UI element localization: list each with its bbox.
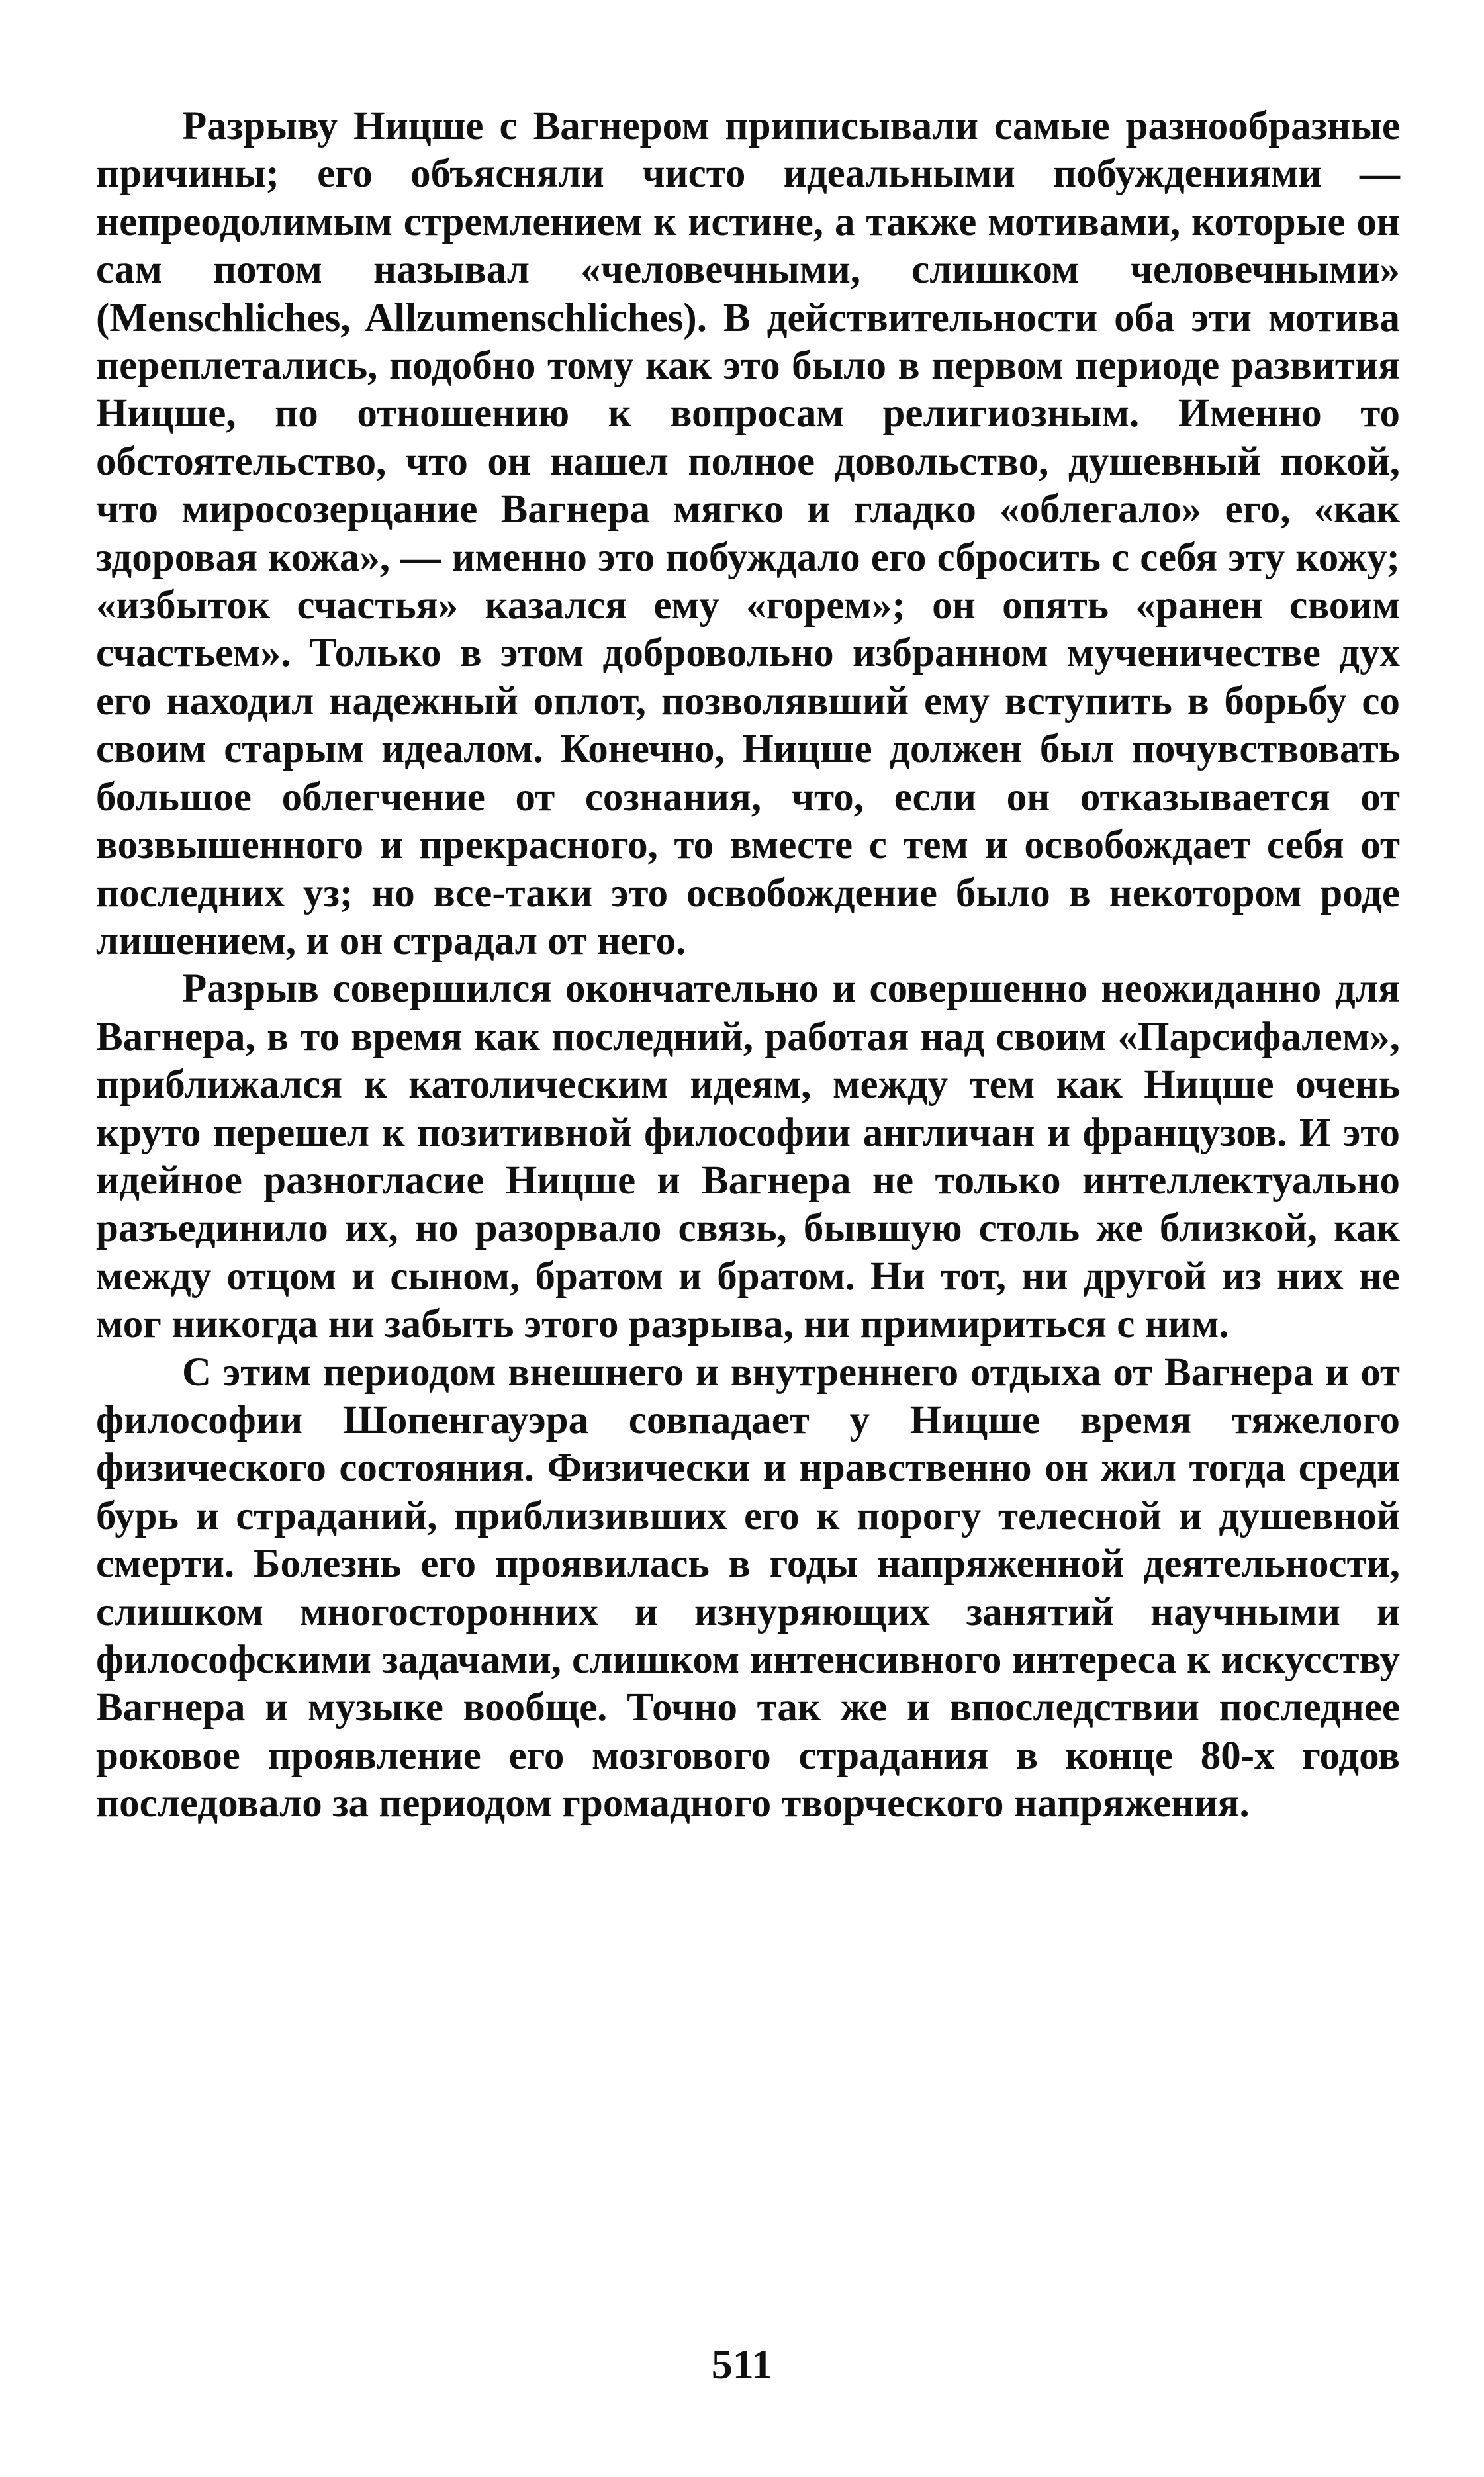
paragraph-3: С этим периодом внешнего и внутреннего отдыха от Вагнера и от философии Шопенгауэра совпадает у Ницше время тяжелого физического состояния. Физически и нравственно он жил тогда среди бурь и страданий, приблизивших его к порогу телесной и душевной смерти. Болезнь его проявилась в годы напряженной деятельности, слишком многосторонних и изнуряющих занятий научными и философскими задачами, слишком интенсивного интереса к искусству Вагнера и музыке вообще. Точно так же и впоследствии последнее роковое проявление его мозгового страдания в конце 80-х годов последовало за периодом громадного творческого напряжения. — [96, 1350, 1400, 1826]
paragraph-1: Разрыву Ницше с Вагнером приписывали самые разнообразные причины; его объясняли чисто идеальными побуждениями — непреодолимым стремлением к истине, а также мотивами, которые он сам потом называл «человечными, слишком человечными» (Menschliches, Allzumenschliches). В действительности оба эти мотива переплетались, подобно тому как это было в первом периоде развития Ницше, по отношению к вопросам религиозным. Именно то обстоятельство, что он нашел полное довольство, душевный покой, что миросозерцание Вагнера мягко и гладко «облегало» его, «как здоровая кожа», — именно это побуждало его сбросить с себя эту кожу; «избыток счастья» казался ему «горем»; он опять «ранен своим счастьем». Только в этом добровольно избранном мученичестве дух его находил надежный оплот, позволявший ему вступить в борьбу со своим старым идеалом. Конечно, Ницше должен был почувствовать большое облегчение от сознания, что, если он отказывается от возвышенного и прекрасного, то вместе с тем и освобождает себя от последних уз; но все-таки это освобождение было в некотором роде лишением, и он страдал от него. — [96, 104, 1400, 963]
page-number: 511 — [711, 2341, 773, 2388]
paragraph-2: Разрыв совершился окончательно и совершенно неожиданно для Вагнера, в то время как последний, работая над своим «Парсифалем», приближался к католическим идеям, между тем как Ницше очень круто перешел к позитивной философии англичан и французов. И это идейное разногласие Ницше и Вагнера не только интеллектуально разъединило их, но разорвало связь, бывшую столь же близкой, как между отцом и сыном, братом и братом. Ни тот, ни другой из них не мог никогда ни забыть этого разрыва, ни примириться с ним. — [96, 966, 1400, 1347]
page-body — [96, 103, 1400, 1828]
